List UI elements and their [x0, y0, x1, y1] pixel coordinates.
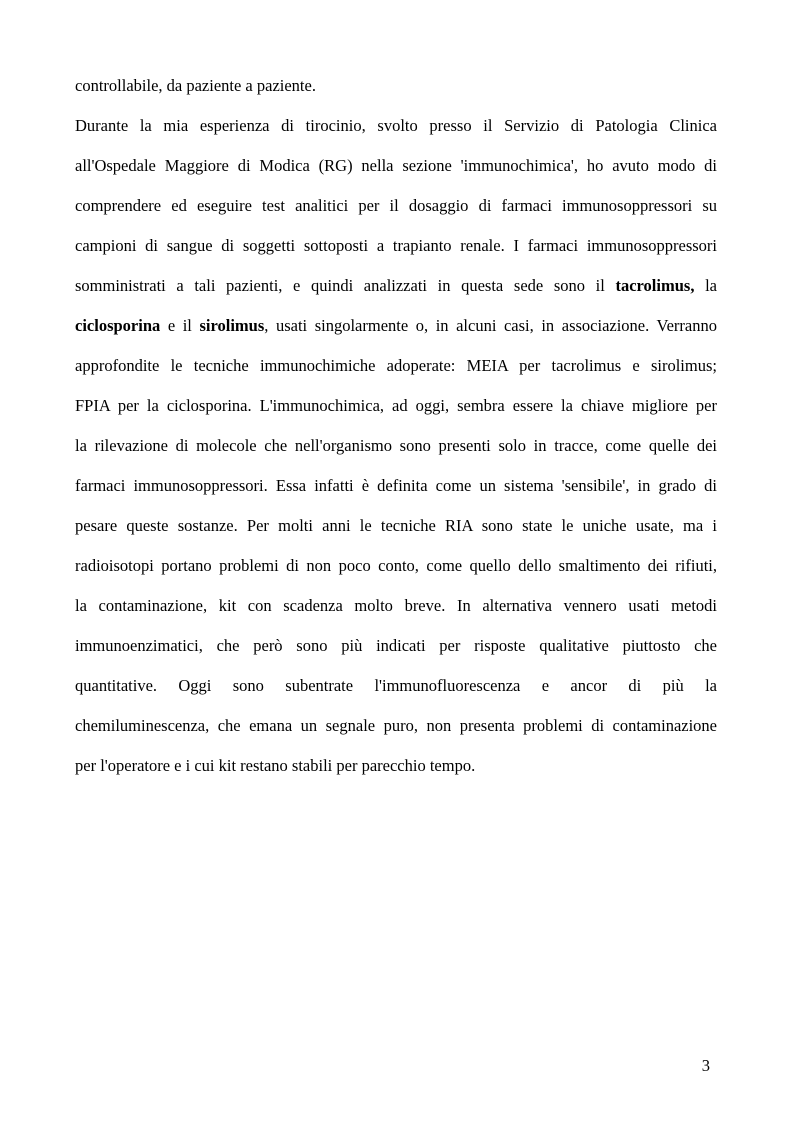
text-segment: immunoenzimatici, che però sono più indicati per risposte qualitative piuttosto che: [75, 636, 717, 655]
text-segment: approfondite le tecniche immunochimiche adoperate: MEIA per tacrolimus e sirolimus;: [75, 356, 717, 375]
text-line: [75, 436, 717, 456]
text-segment: farmaci immunosoppressori. Essa infatti è definita come un sistema 'sensibile', in grado di: [75, 476, 717, 495]
text-segment: campioni di sangue di soggetti sottoposti a trapianto renale. I farmaci immunosoppressori: [75, 236, 717, 255]
text-segment: la: [694, 276, 717, 295]
text-line: [75, 196, 717, 216]
text-segment: FPIA per la ciclosporina. L'immunochimica, ad oggi, sembra essere la chiave migliore per: [75, 396, 717, 415]
page-number: 3: [701, 1056, 710, 1075]
text-segment: e il: [160, 316, 200, 335]
text-line: [75, 476, 717, 496]
text-line: [75, 396, 717, 416]
text-segment: all'Ospedale Maggiore di Modica (RG) nella sezione 'immunochimica', ho avuto modo di: [75, 156, 717, 175]
text-line: [75, 116, 717, 136]
text-segment: Durante la mia esperienza di tirocinio, svolto presso il Servizio di Patologia Clinica: [75, 116, 717, 135]
text-line: [75, 276, 717, 296]
text-line: [75, 316, 717, 336]
drug-name-sirolimus: sirolimus: [199, 316, 265, 335]
text-segment: per l'operatore e i cui kit restano stabili per parecchio tempo.: [75, 756, 476, 775]
text-line: [75, 716, 717, 736]
text-segment: radioisotopi portano problemi di non poco conto, come quello dello smaltimento dei rifiuti,: [75, 556, 717, 575]
text-segment: pesare queste sostanze. Per molti anni le tecniche RIA sono state le uniche usate, ma i: [75, 516, 717, 535]
text-line: [75, 556, 717, 576]
text-segment: , usati singolarmente o, in alcuni casi, in associazione. Verranno: [264, 316, 717, 335]
text-line: [75, 516, 717, 536]
drug-name-ciclosporina: ciclosporina: [75, 316, 161, 335]
text-line: [75, 356, 717, 376]
text-segment: controllabile, da paziente a paziente.: [75, 76, 316, 95]
text-segment: chemiluminescenza, che emana un segnale puro, non presenta problemi di contaminazione: [75, 716, 717, 735]
text-line: [75, 76, 717, 96]
text-segment: comprendere ed eseguire test analitici per il dosaggio di farmaci immunosoppressori su: [75, 196, 717, 215]
text-line: [75, 756, 717, 776]
text-line: [75, 596, 717, 616]
text-line: [75, 236, 717, 256]
text-segment: la contaminazione, kit con scadenza molto breve. In alternativa vennero usati metodi: [75, 596, 717, 615]
text-segment: la rilevazione di molecole che nell'organismo sono presenti solo in tracce, come quelle dei: [75, 436, 717, 455]
text-line: [75, 156, 717, 176]
text-segment: quantitative. Oggi sono subentrate l'immunofluorescenza e ancor di più la: [75, 676, 717, 695]
text-segment: somministrati a tali pazienti, e quindi analizzati in questa sede sono il: [75, 276, 616, 295]
drug-name-tacrolimus: tacrolimus,: [615, 276, 695, 295]
text-line: [75, 676, 717, 696]
text-line: [75, 636, 717, 656]
